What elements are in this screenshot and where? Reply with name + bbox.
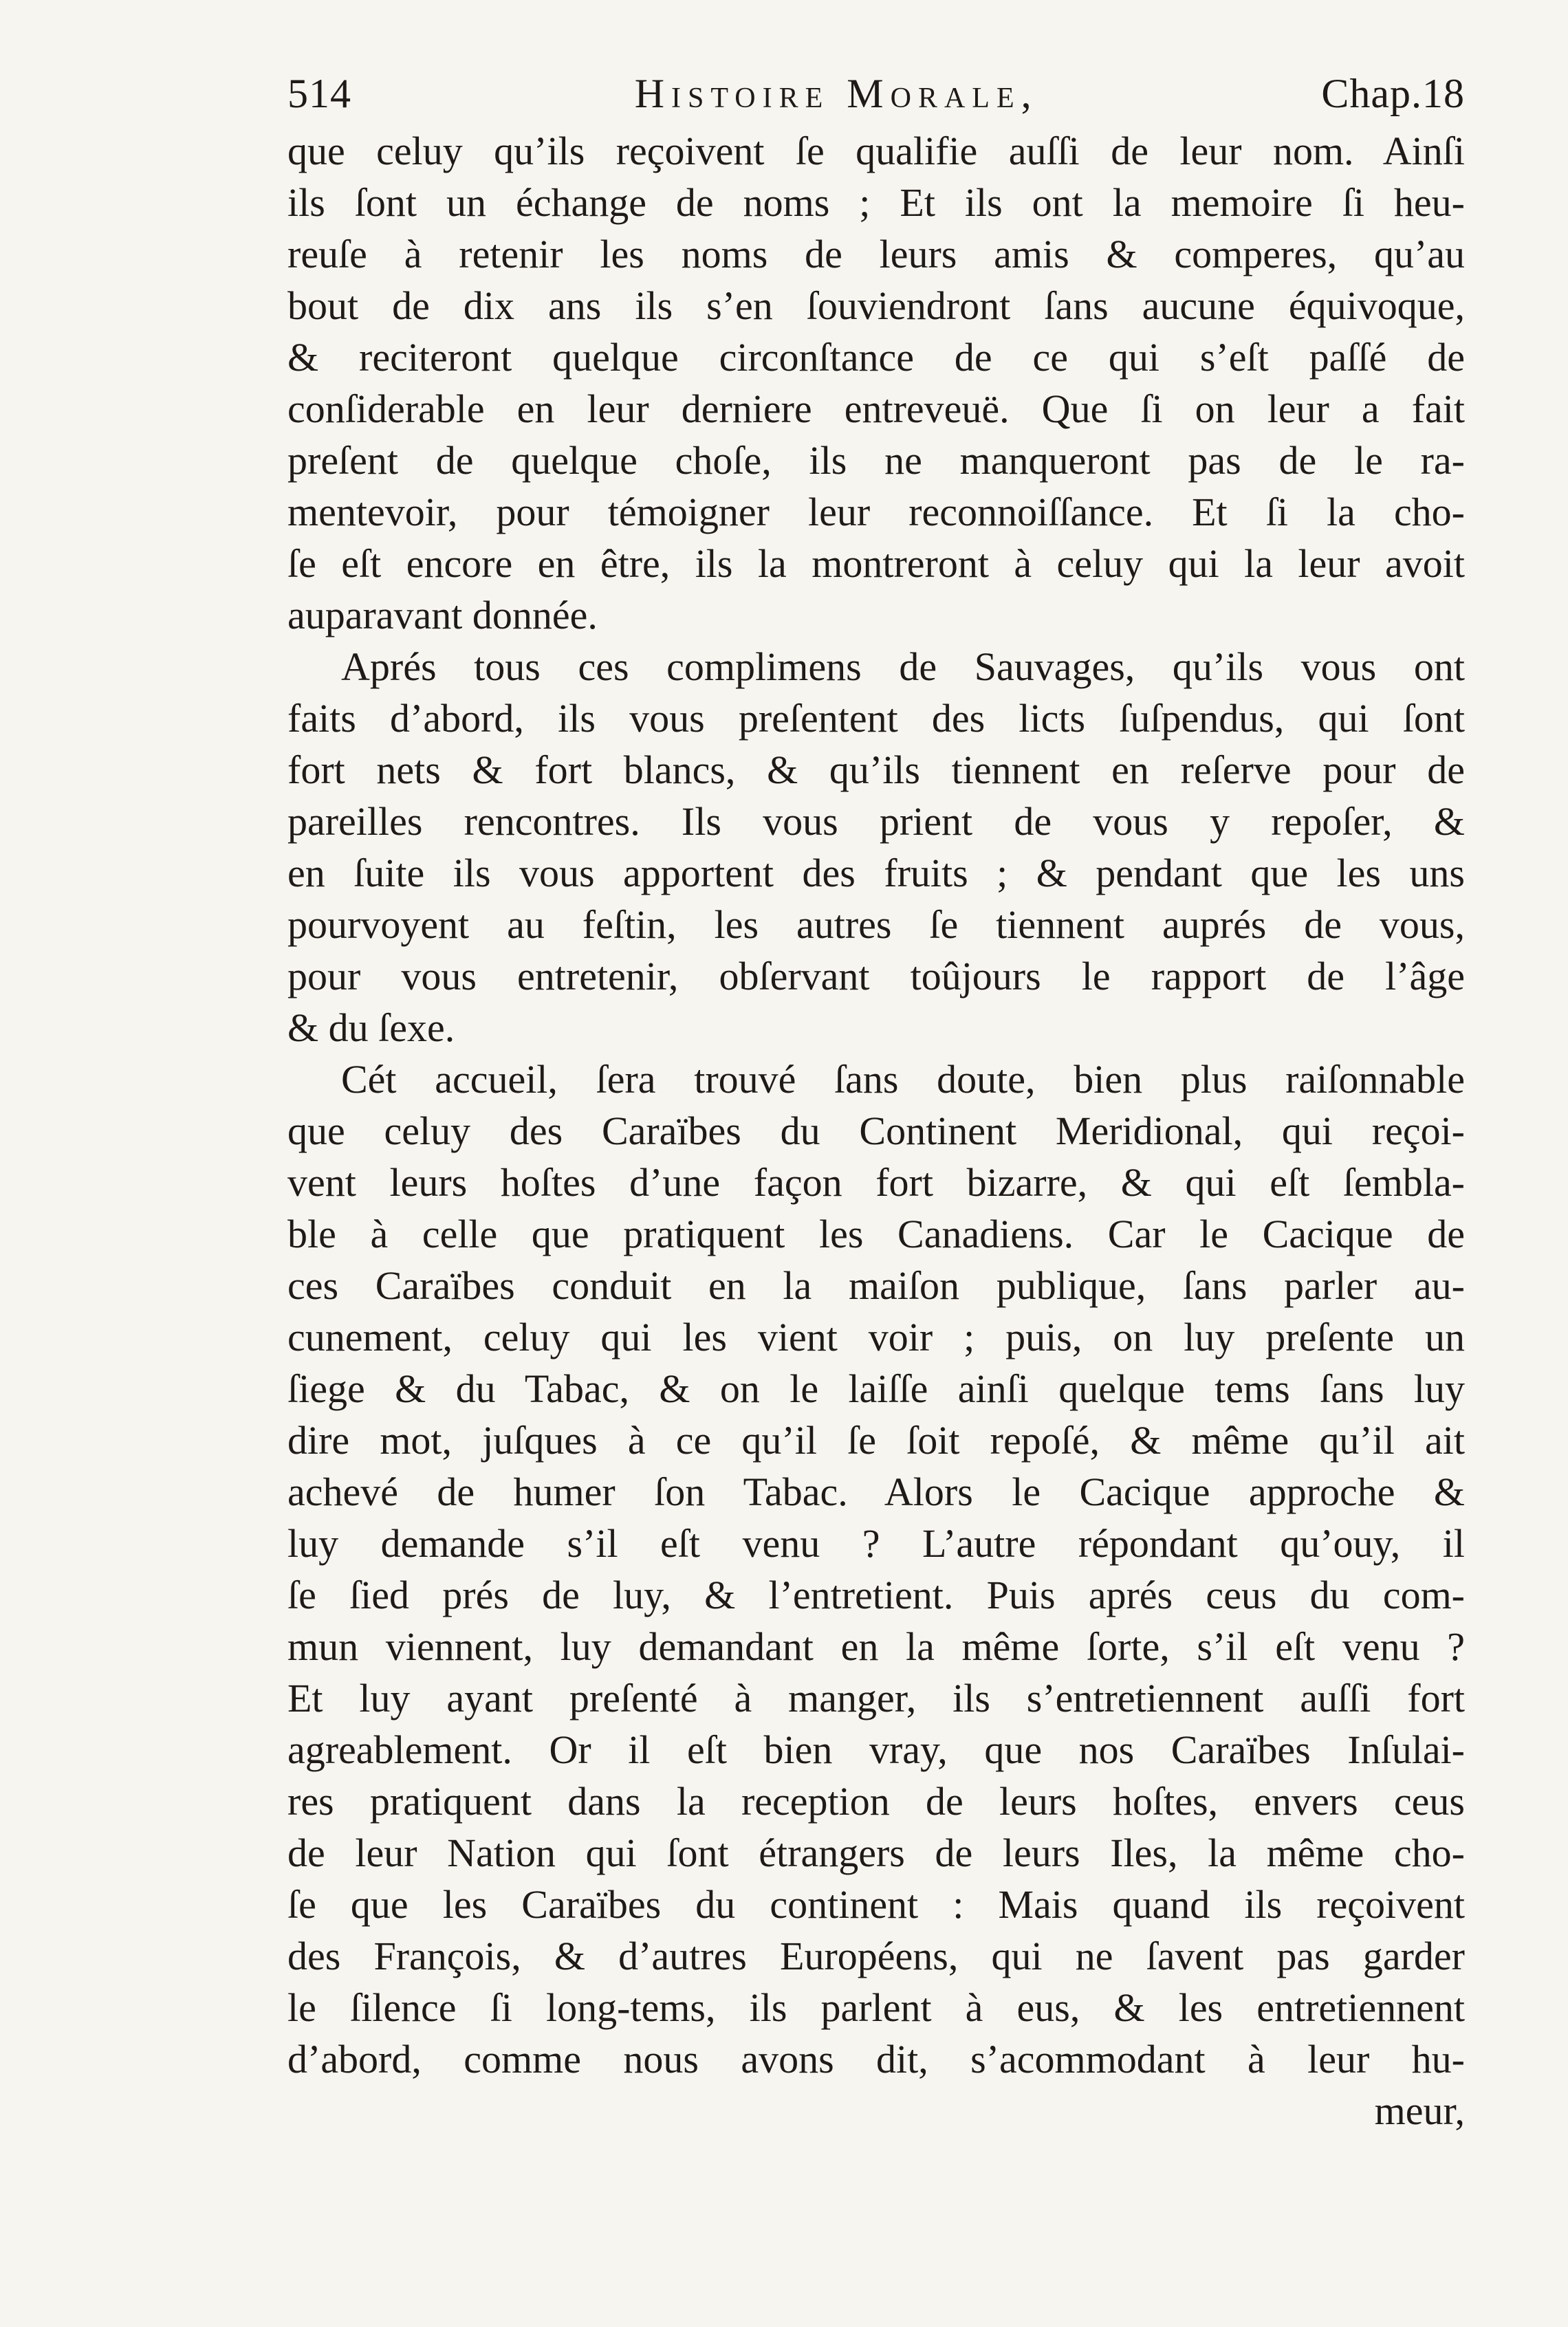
text-line: agreablement. Or il eſt bien vray, que nos Caraïbes Inſulai- xyxy=(287,1727,1465,1772)
text-line: vent leurs hoſtes d’une façon fort bizarre, & qui eſt ſembla- xyxy=(287,1160,1465,1205)
text-line: ſe que les Caraïbes du continent : Mais quand ils reçoivent xyxy=(287,1882,1465,1927)
text-line: bout de dix ans ils s’en ſouviendront ſans aucune équivoque, xyxy=(287,283,1465,328)
text-line: des François, & d’autres Européens, qui ne ſavent pas garder xyxy=(287,1934,1465,1978)
text-line: que celuy des Caraïbes du Continent Meridional, qui reçoi- xyxy=(287,1108,1465,1153)
paragraph-start-line: Aprés tous ces complimens de Sauvages, qu’ils vous ont xyxy=(341,644,1465,689)
text-line: reuſe à retenir les noms de leurs amis & comperes, qu’au xyxy=(287,232,1465,276)
text-line: achevé de humer ſon Tabac. Alors le Cacique approche & xyxy=(287,1470,1465,1514)
text-line: le ſilence ſi long-tems, ils parlent à eus, & les entretiennent xyxy=(287,1985,1465,2030)
body-text xyxy=(287,125,1465,2137)
running-header xyxy=(287,66,1465,121)
text-line: mun viennent, luy demandant en la même ſorte, s’il eſt venu ? xyxy=(287,1624,1465,1669)
text-line: & du ſexe. xyxy=(287,1005,455,1050)
text-line: preſent de quelque choſe, ils ne manqueront pas de le ra- xyxy=(287,438,1465,483)
text-line: d’abord, comme nous avons dit, s’acommodant à leur hu- xyxy=(287,2037,1465,2082)
text-line: pourvoyent au feſtin, les autres ſe tiennent auprés de vous, xyxy=(287,902,1465,947)
text-line: dire mot, juſques à ce qu’il ſe ſoit repoſé, & même qu’il ait xyxy=(287,1418,1465,1463)
text-line: ſe eſt encore en être, ils la montreront à celuy qui la leur avoit xyxy=(287,541,1465,586)
text-line: & reciteront quelque circonſtance de ce qui s’eſt paſſé de xyxy=(287,335,1465,380)
text-line: de leur Nation qui ſont étrangers de leurs Iles, la même cho- xyxy=(287,1831,1465,1875)
text-line: en ſuite ils vous apportent des fruits ; & pendant que les uns xyxy=(287,851,1465,895)
text-line: conſiderable en leur derniere entreveuë. Que ſi on leur a fait xyxy=(287,386,1465,431)
text-line: fort nets & fort blancs, & qu’ils tiennent en reſerve pour de xyxy=(287,747,1465,792)
text-line: ſiege & du Tabac, & on le laiſſe ainſi quelque tems ſans luy xyxy=(287,1366,1465,1411)
catchword: meur, xyxy=(1374,2088,1465,2133)
text-line: faits d’abord, ils vous preſentent des licts ſuſpendus, qui ſont xyxy=(287,696,1465,741)
running-title: Histoire Morale, xyxy=(634,71,1038,116)
text-line: pareilles rencontres. Ils vous prient de vous y repoſer, & xyxy=(287,799,1465,844)
text-line: auparavant donnée. xyxy=(287,593,598,637)
text-line: mentevoir, pour témoigner leur reconnoiſſance. Et ſi la cho- xyxy=(287,490,1465,534)
text-line: ils ſont un échange de noms ; Et ils ont la memoire ſi heu- xyxy=(287,180,1465,225)
paragraph-start-line: Cét accueil, ſera trouvé ſans doute, bien plus raiſonnable xyxy=(341,1057,1465,1102)
chapter-label: Chap.18 xyxy=(1321,71,1465,116)
text-line: cunement, celuy qui les vient voir ; puis, on luy preſente un xyxy=(287,1315,1465,1359)
text-line: luy demande s’il eſt venu ? L’autre répondant qu’ouy, il xyxy=(287,1521,1465,1566)
text-line: ble à celle que pratiquent les Canadiens. Car le Cacique de xyxy=(287,1212,1465,1256)
text-line: Et luy ayant preſenté à manger, ils s’entretiennent auſſi fort xyxy=(287,1676,1465,1720)
text-line: ſe ſied prés de luy, & l’entretient. Puis aprés ceus du com- xyxy=(287,1573,1465,1617)
page-number: 514 xyxy=(287,71,351,116)
text-line: que celuy qu’ils reçoivent ſe qualifie auſſi de leur nom. Ainſi xyxy=(287,129,1465,173)
text-line: pour vous entretenir, obſervant toûjours le rapport de l’âge xyxy=(287,954,1465,998)
text-line: res pratiquent dans la reception de leurs hoſtes, envers ceus xyxy=(287,1779,1465,1824)
text-line: ces Caraïbes conduit en la maiſon publique, ſans parler au- xyxy=(287,1263,1465,1308)
